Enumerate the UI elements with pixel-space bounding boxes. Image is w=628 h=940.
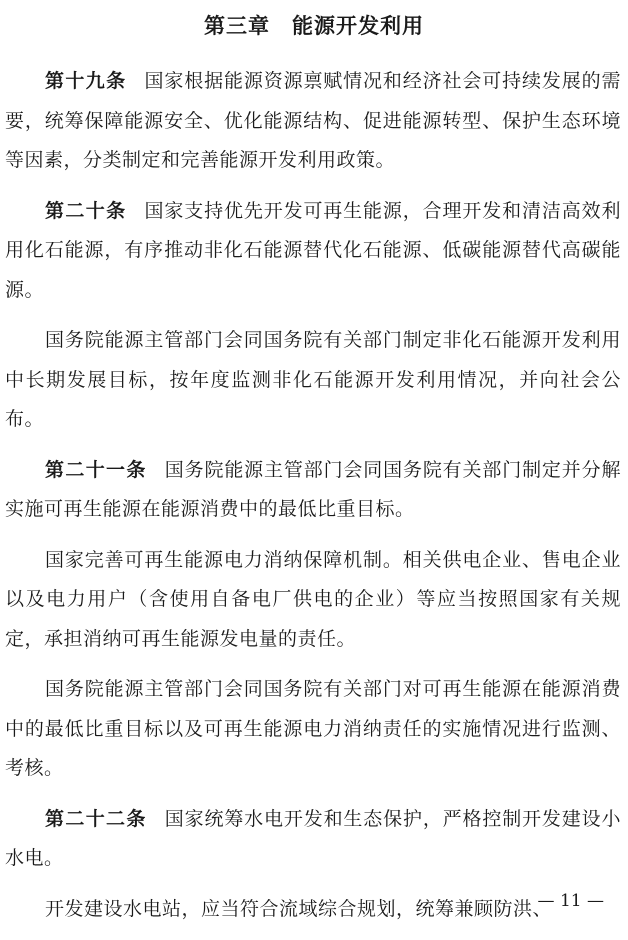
paragraph-text: 国家统筹水电开发和生态保护，严格控制开发建设小水电。 [5,807,621,869]
article-20-paragraph [5,192,621,311]
article-22-paragraph-2 [5,890,621,930]
article-number: 第二十条 [45,199,127,222]
paragraph-text: 国家支持优先开发可再生能源，合理开发和清洁高效利用化石能源，有序推动非化石能源替代化石能源、低碳能源替代高碳能源。 [5,199,621,301]
paragraph-text: 国家根据能源资源禀赋情况和经济社会可持续发展的需要，统筹保障能源安全、优化能源结构、促进能源转型、保护生态环境等因素，分类制定和完善能源开发利用政策。 [5,70,621,171]
article-21-paragraph-3 [5,670,621,789]
body-text [5,62,621,940]
paragraph-text: 国家完善可再生能源电力消纳保障机制。相关供电企业、售电企业以及电力用户（含使用自备电厂供电的企业）等应当按照国家有关规定，承担消纳可再生能源发电量的责任。 [5,548,621,650]
paragraph-text: 开发建设水电站，应当符合流域综合规划，统筹兼顾防洪、 [45,897,553,920]
article-21-paragraph-2 [5,541,621,660]
paragraph-text: 国务院能源主管部门会同国务院有关部门对可再生能源在能源消费中的最低比重目标以及可再生能源电力消纳责任的实施情况进行监测、考核。 [5,678,621,779]
article-20-paragraph-2 [5,321,621,440]
article-21-paragraph [5,451,621,530]
article-22-paragraph [5,800,621,879]
chapter-title: 第三章 能源开发利用 [204,14,424,38]
page-number: — 11 — [537,891,604,911]
article-number: 第十九条 [45,70,127,92]
paragraph-text: 国务院能源主管部门会同国务院有关部门制定非化石能源开发利用中长期发展目标，按年度监测非化石能源开发利用情况，并向社会公布。 [5,329,621,430]
article-number: 第二十二条 [45,807,147,830]
paragraph-text: 国务院能源主管部门会同国务院有关部门制定并分解实施可再生能源在能源消费中的最低比重目标。 [5,458,621,520]
article-number: 第二十一条 [45,458,147,481]
article-19-paragraph [5,62,621,181]
